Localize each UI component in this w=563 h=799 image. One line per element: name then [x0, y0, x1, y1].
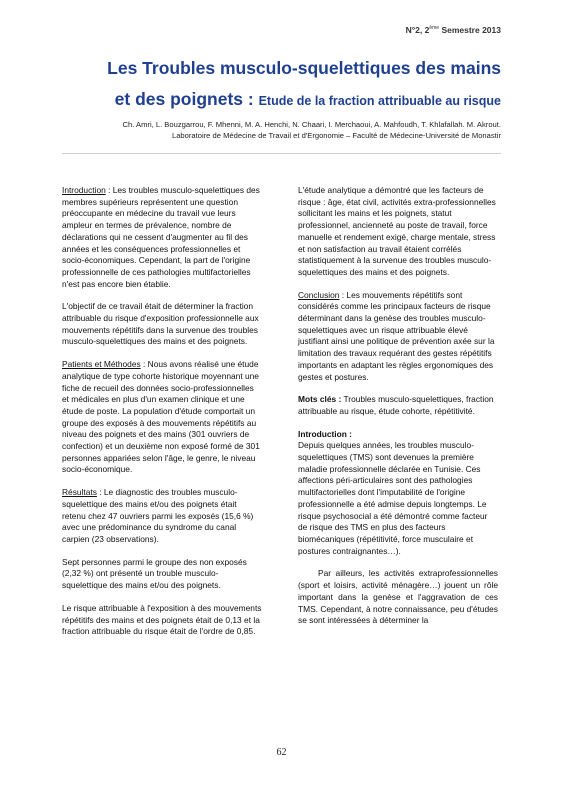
abstract-intro-text: : Les troubles musculo-squelettiques des membres supérieurs représentent une question préoccupante en médecine du travail vue leurs ampleur en termes de prévalence, nombre de déclarations qui ne cessent d'augmenter au fil des années et les conséquences professionnelles et socio-économiques. Cependant, la part de l'origine professionnelle de ces pathologies multifactorielles n'est pas encore bien établie. [62, 185, 260, 289]
page-number: 62 [276, 747, 287, 758]
issue-suffix: Semestre 2013 [439, 25, 501, 35]
abstract-methods-text: : Nous avons réalisé une étude analytique de type cohorte historique moyennant une fiche de recueil des données socio-professionnelles et médicales en plus d'un examen clinique et une étude de poste. La population d'étude comportait un groupe des exposés à des mouvements répétitifs au niveau des poignets et des mains (301 ouvriers de confection) et un deuxième non exposé formé de 301 personnes appariées selon l'âge, le genre, le niveau socio-économique. [62, 359, 260, 475]
abstract-intro-label: Introduction [62, 185, 106, 195]
article-title-line1: Les Troubles musculo-squelettiques des mains [107, 58, 501, 78]
article-title-line2 [115, 89, 501, 110]
article-title-line2-main: et des poignets : [114, 89, 259, 109]
abstract-conclusion [298, 290, 498, 384]
abstract-methods [62, 359, 262, 476]
abstract-methods-label: Patients et Méthodes [62, 359, 141, 370]
abstract-objective: L'objectif de ce travail était de déterminer la fraction attribuable du risque d'exposition professionnelle aux mouvements répétitifs dans la survenue des troubles musculo-squelettiques des mains et des poignets. [62, 301, 259, 347]
authors-block [123, 120, 501, 142]
abstract-results [62, 487, 262, 546]
author-affiliation: Laboratoire de Médecine de Travail et d'Ergonomie – Faculté de Médecine-Université de Monastir [171, 130, 501, 140]
abstract-conclusion-label: Conclusion [298, 289, 340, 300]
abstract-keywords [298, 394, 498, 417]
abstract-conclusion-text: : Les mouvements répétitifs sont considérés comme les principaux facteurs de risque déterminant dans la genèse des troubles musculo-squelettiques avec un risque attribuable élevé justifiant ainsi une politique de prévention axée sur la limitation des travaux requérant des gestes répétitifs importants en adaptant les règles ergonomiques des gestes et postures. [298, 289, 495, 382]
abstract-analytic: L'étude analytique a démontré que les facteurs de risque : âge, état civil, activités extra-professionnelles sollicitant les mains et les poignets, statut professionnel, ancienneté au poste de travail, force manuelle et rendement exigé, charge mentale, stress et non satisfaction au travail étaient corrélés statistiquement à la survenue des troubles musculo-squelettiques des mains et des poignets. [298, 185, 496, 277]
issue-label [406, 25, 501, 35]
column-left [62, 185, 262, 649]
abstract-results-3: Le risque attribuable à l'exposition à des mouvements répétitifs des mains et des poignets était de 0,13 et la fraction attribuable du risque était de l'ordre de 0,85. [62, 602, 262, 637]
author-names: Ch. Amri, L. Bouzgarrou, F. Mhenni, M. A. Henchi, N. Chaari, I. Merchaoui, A. Mahfoudh, T. Khlafallah. M. Akrout. [122, 120, 501, 129]
keywords-text: Troubles musculo-squelettiques, fraction attribuable au risque, étude cohorte, répétitivité. [298, 394, 494, 416]
abstract-results-2: Sept personnes parmi le groupe des non exposés (2,32 %) ont présenté un trouble musculo-squelettique des mains et/ou des poignets. [62, 556, 247, 591]
introduction-paragraph-2: Par ailleurs, les activités extraprofessionnelles (sport et loisirs, activité ménagère…) jouent un rôle important dans la genèse et l'aggravation de ces TMS. Cependant, à notre connaissance, peu d'études se sont intéressées à déterminer la [298, 568, 498, 626]
abstract-results-text: : Le diagnostic des troubles musculo-squelettique des mains et/ou des poignets était retenu chez 47 ouvriers parmi les exposés (15,6 %) avec une prédominance du syndrome du canal carpien (23 observations). [62, 487, 254, 544]
article-subtitle: Etude de la fraction attribuable au risque [258, 94, 501, 108]
abstract-results-label: Résultats [62, 487, 97, 498]
introduction-paragraph-1: Depuis quelques années, les troubles musculo-squelettiques (TMS) sont devenues la première maladie professionnelle déclarée en Tunisie. Ces affections péri-articulaires sont des pathologies multifactorielles dont l'imputabilité de l'origine professionnelle a été admise depuis longtemps. Le risque psychosocial a été démontré comme facteur de risque des TMS en plus des facteurs biomécaniques (répétitivité, force musculaire et postures contraignantes…). [298, 440, 488, 556]
header-divider [62, 153, 501, 154]
introduction-heading: Introduction : [298, 428, 352, 439]
abstract-introduction [62, 185, 262, 290]
issue-superscript: ème [429, 25, 440, 32]
introduction-section [298, 429, 498, 627]
issue-prefix: N°2, 2 [405, 25, 430, 35]
column-right [298, 185, 498, 638]
keywords-label: Mots clés : [298, 394, 342, 405]
